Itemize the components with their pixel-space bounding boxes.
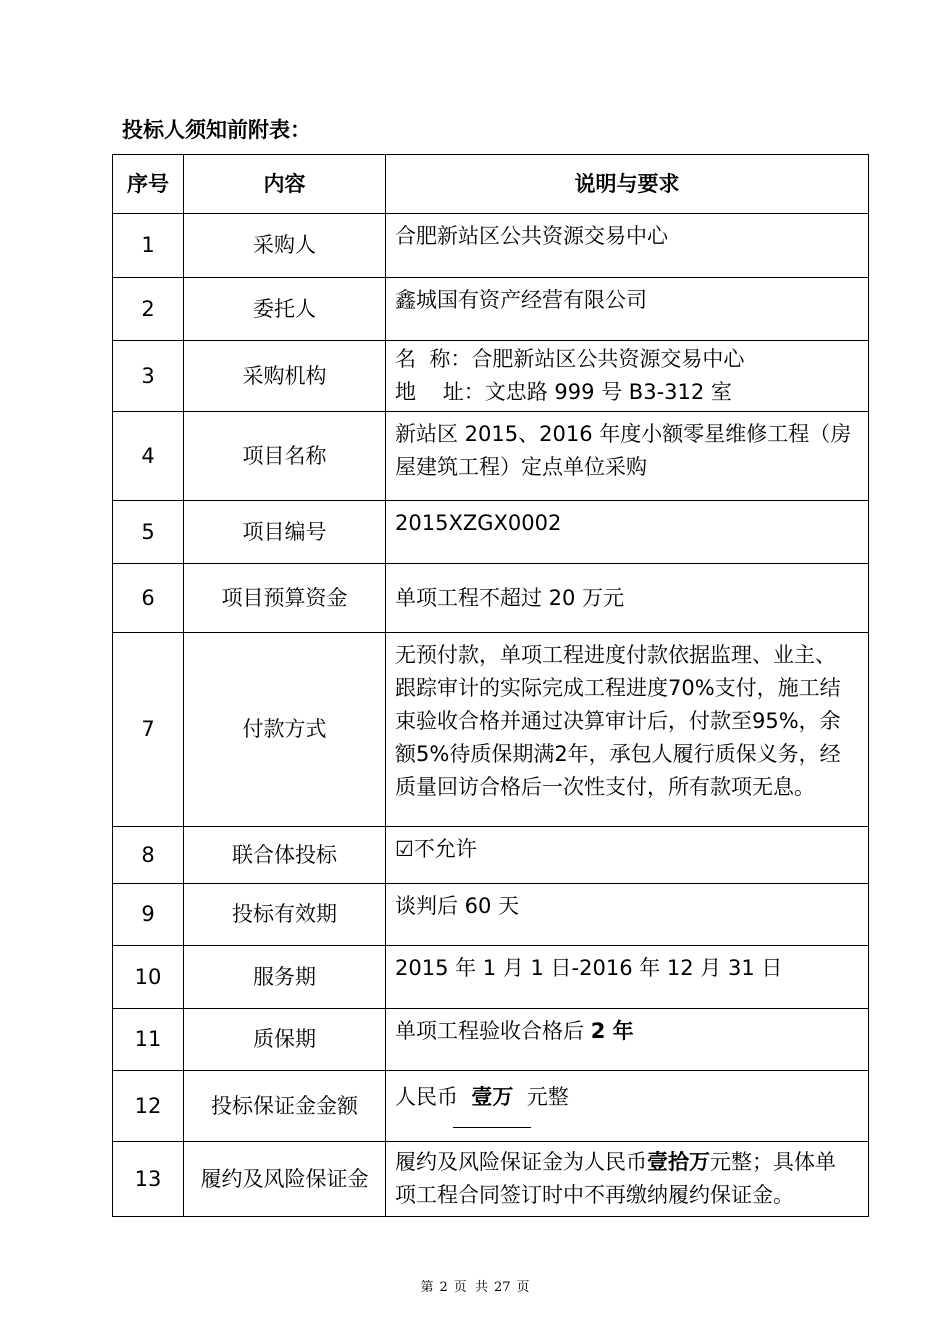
row-item: 项目编号 — [184, 501, 386, 564]
performance-deposit-amount: 壹拾万 — [647, 1150, 710, 1174]
row-no: 7 — [113, 633, 184, 827]
table-row — [113, 501, 869, 564]
row-item: 采购人 — [184, 214, 386, 278]
row-item: 履约及风险保证金 — [184, 1142, 386, 1217]
row-no: 3 — [113, 341, 184, 412]
row-desc: 2015 年 1 月 1 日-2016 年 12 月 31 日 — [386, 946, 869, 1009]
row-desc: ☑不允许 — [386, 827, 869, 884]
row-item: 项目预算资金 — [184, 564, 386, 633]
bid-info-table — [112, 154, 869, 1217]
row-no: 13 — [113, 1142, 184, 1217]
table-row — [113, 827, 869, 884]
row-item: 质保期 — [184, 1009, 386, 1071]
row-item: 付款方式 — [184, 633, 386, 827]
row-desc: 鑫城国有资产经营有限公司 — [386, 278, 869, 341]
row-desc: 单项工程不超过 20 万元 — [386, 564, 869, 633]
table-row — [113, 564, 869, 633]
row-no: 10 — [113, 946, 184, 1009]
row-desc: 合肥新站区公共资源交易中心 — [386, 214, 869, 278]
header-requirements: 说明与要求 — [386, 155, 869, 214]
row-no: 9 — [113, 884, 184, 946]
table-row — [113, 1009, 869, 1071]
table-row — [113, 633, 869, 827]
table-row — [113, 278, 869, 341]
row-no: 1 — [113, 214, 184, 278]
table-row — [113, 341, 869, 412]
row-no: 12 — [113, 1071, 184, 1142]
row-desc: 新站区 2015、2016 年度小额零星维修工程（房 屋建筑工程）定点单位采购 — [386, 412, 869, 501]
row-no: 6 — [113, 564, 184, 633]
current-page: 2 — [439, 1280, 448, 1295]
row-item: 采购机构 — [184, 341, 386, 412]
table-row — [113, 1142, 869, 1217]
table-row — [113, 946, 869, 1009]
row-item: 项目名称 — [184, 412, 386, 501]
deposit-amount: 壹万 — [471, 1081, 513, 1114]
row-desc: 2015XZGX0002 — [386, 501, 869, 564]
row-desc: 谈判后 60 天 — [386, 884, 869, 946]
row-desc: 履约及风险保证金为人民币壹拾万元整；具体单 项工程合同签订时中不再缴纳履约保证金。 — [386, 1142, 869, 1217]
warranty-years: 2 年 — [590, 1019, 634, 1043]
table-row — [113, 214, 869, 278]
row-no: 2 — [113, 278, 184, 341]
row-desc: 人民币 壹万 元整 — [386, 1071, 869, 1142]
row-no: 8 — [113, 827, 184, 884]
table-row — [113, 884, 869, 946]
table-row — [113, 412, 869, 501]
total-pages: 27 — [494, 1280, 511, 1295]
row-no: 11 — [113, 1009, 184, 1071]
row-no: 4 — [113, 412, 184, 501]
row-item: 服务期 — [184, 946, 386, 1009]
row-desc: 单项工程验收合格后 2 年 — [386, 1009, 869, 1071]
row-item: 联合体投标 — [184, 827, 386, 884]
row-desc: 无预付款，单项工程进度付款依据监理、业主、 跟踪审计的实际完成工程进度70%支付，施工结 束验收合格并通过决算审计后，付款至95%，余 额5%待质保期满2年，承包人履行质保义务，经 质量回访合格后一次性支付，所有款项无息。 — [386, 633, 869, 827]
row-no: 5 — [113, 501, 184, 564]
row-item: 投标有效期 — [184, 884, 386, 946]
header-no: 序号 — [113, 155, 184, 214]
header-content: 内容 — [184, 155, 386, 214]
table-row — [113, 1071, 869, 1142]
page-footer: 第 2 页 共 27 页 — [420, 1280, 530, 1295]
row-item: 投标保证金金额 — [184, 1071, 386, 1142]
row-desc: 名 称：合肥新站区公共资源交易中心 地 址：文忠路 999 号 B3-312 室 — [386, 341, 869, 412]
page-title: 投标人须知前附表： — [122, 118, 311, 142]
row-item: 委托人 — [184, 278, 386, 341]
table-header-row — [113, 155, 869, 214]
